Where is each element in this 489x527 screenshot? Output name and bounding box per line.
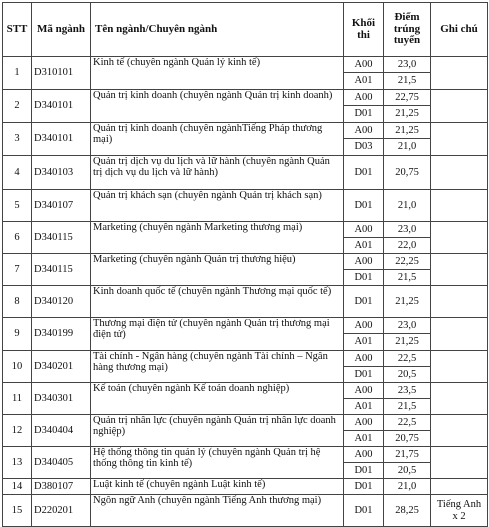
admission-scores-table — [2, 2, 488, 527]
major-code-cell: D340201 — [32, 351, 91, 383]
table-row — [3, 57, 488, 73]
table-row — [3, 447, 488, 463]
major-code-cell: D340103 — [32, 156, 91, 190]
exam-block-cell: D01 — [344, 463, 384, 479]
exam-block-cell: D01 — [344, 270, 384, 286]
exam-block-cell: D01 — [344, 156, 384, 190]
major-code-cell: D340101 — [32, 123, 91, 156]
major-code-cell: D340107 — [32, 190, 91, 222]
note-cell — [431, 222, 488, 254]
exam-block-cell: A00 — [344, 222, 384, 238]
exam-block-cell: A01 — [344, 334, 384, 351]
stt-cell: 7 — [3, 254, 32, 286]
stt-cell: 1 — [3, 57, 32, 90]
table-body — [3, 57, 488, 527]
note-cell — [431, 123, 488, 156]
cutoff-score-cell: 20,75 — [384, 431, 431, 447]
cutoff-score-cell: 21,0 — [384, 139, 431, 156]
major-name-cell: Kế toán (chuyên ngành Kế toán doanh nghiệp) — [91, 383, 344, 415]
stt-cell: 6 — [3, 222, 32, 254]
note-cell — [431, 447, 488, 479]
table-row — [3, 318, 488, 334]
note-cell: Tiếng Anh x 2 — [431, 495, 488, 527]
table-row — [3, 222, 488, 238]
cutoff-score-cell: 21,75 — [384, 447, 431, 463]
exam-block-cell: A00 — [344, 254, 384, 270]
exam-block-cell: A00 — [344, 447, 384, 463]
major-name-cell: Ngôn ngữ Anh (chuyên ngành Tiếng Anh thương mại) — [91, 495, 344, 527]
stt-cell: 12 — [3, 415, 32, 447]
exam-block-cell: A00 — [344, 90, 384, 106]
major-code-cell: D340199 — [32, 318, 91, 351]
major-name-cell: Quản trị nhân lực (chuyên ngành Quản trị nhân lực doanh nghiệp) — [91, 415, 344, 447]
major-name-cell: Hệ thống thông tin quản lý (chuyên ngành Quản trị hệ thống thông tin kinh tế) — [91, 447, 344, 479]
cutoff-score-cell: 20,5 — [384, 463, 431, 479]
table-row — [3, 351, 488, 367]
exam-block-cell: A01 — [344, 431, 384, 447]
major-name-cell: Marketing (chuyên ngành Quản trị thương hiệu) — [91, 254, 344, 286]
stt-cell: 4 — [3, 156, 32, 190]
cutoff-score-cell: 21,0 — [384, 190, 431, 222]
table-row — [3, 415, 488, 431]
stt-cell: 2 — [3, 90, 32, 123]
major-name-cell: Kinh tế (chuyên ngành Quản lý kinh tế) — [91, 57, 344, 90]
table-header — [3, 3, 488, 57]
header-note: Ghi chú — [431, 3, 488, 57]
note-cell — [431, 351, 488, 383]
header-stt: STT — [3, 3, 32, 57]
cutoff-score-cell: 22,0 — [384, 238, 431, 254]
cutoff-score-cell: 22,75 — [384, 90, 431, 106]
stt-cell: 11 — [3, 383, 32, 415]
exam-block-cell: A00 — [344, 318, 384, 334]
exam-block-cell: A01 — [344, 73, 384, 90]
major-code-cell: D340115 — [32, 254, 91, 286]
table-row — [3, 479, 488, 495]
major-code-cell: D340101 — [32, 90, 91, 123]
major-code-cell: D340405 — [32, 447, 91, 479]
note-cell — [431, 90, 488, 123]
major-name-cell: Tài chính - Ngân hàng (chuyên ngành Tài chính – Ngân hàng thương mại) — [91, 351, 344, 383]
note-cell — [431, 286, 488, 318]
major-name-cell: Luật kinh tế (chuyên ngành Luật kinh tế) — [91, 479, 344, 495]
exam-block-cell: D01 — [344, 495, 384, 527]
cutoff-score-cell: 21,5 — [384, 270, 431, 286]
major-code-cell: D340115 — [32, 222, 91, 254]
cutoff-score-cell: 21,0 — [384, 479, 431, 495]
table-row — [3, 190, 488, 222]
stt-cell: 13 — [3, 447, 32, 479]
major-code-cell: D340404 — [32, 415, 91, 447]
exam-block-cell: A01 — [344, 238, 384, 254]
cutoff-score-cell: 23,5 — [384, 383, 431, 399]
stt-cell: 3 — [3, 123, 32, 156]
stt-cell: 8 — [3, 286, 32, 318]
major-name-cell: Quản trị kinh doanh (chuyên ngành Quản trị kinh doanh) — [91, 90, 344, 123]
cutoff-score-cell: 21,25 — [384, 286, 431, 318]
cutoff-score-cell: 23,0 — [384, 222, 431, 238]
exam-block-cell: D01 — [344, 367, 384, 383]
cutoff-score-cell: 21,25 — [384, 123, 431, 139]
table-row — [3, 254, 488, 270]
table-row — [3, 156, 488, 190]
cutoff-score-cell: 22,25 — [384, 254, 431, 270]
exam-block-cell: D01 — [344, 479, 384, 495]
stt-cell: 15 — [3, 495, 32, 527]
major-code-cell: D380107 — [32, 479, 91, 495]
cutoff-score-cell: 21,25 — [384, 106, 431, 123]
note-cell — [431, 57, 488, 90]
exam-block-cell: A00 — [344, 57, 384, 73]
major-code-cell: D220201 — [32, 495, 91, 527]
header-name: Tên ngành/Chuyên ngành — [91, 3, 344, 57]
major-name-cell: Quản trị khách sạn (chuyên ngành Quản trị khách sạn) — [91, 190, 344, 222]
major-name-cell: Kinh doanh quốc tế (chuyên ngành Thương mại quốc tế) — [91, 286, 344, 318]
major-name-cell: Quản trị dịch vụ du lịch và lữ hành (chuyên ngành Quản trị dịch vụ du lịch và lữ hành) — [91, 156, 344, 190]
stt-cell: 10 — [3, 351, 32, 383]
note-cell — [431, 156, 488, 190]
header-block: Khối thi — [344, 3, 384, 57]
exam-block-cell: D01 — [344, 106, 384, 123]
note-cell — [431, 383, 488, 415]
cutoff-score-cell: 23,0 — [384, 318, 431, 334]
cutoff-score-cell: 21,5 — [384, 73, 431, 90]
cutoff-score-cell: 20,5 — [384, 367, 431, 383]
exam-block-cell: D03 — [344, 139, 384, 156]
cutoff-score-cell: 28,25 — [384, 495, 431, 527]
header-row — [3, 3, 488, 57]
cutoff-score-cell: 22,5 — [384, 351, 431, 367]
note-cell — [431, 318, 488, 351]
table-row — [3, 495, 488, 527]
major-code-cell: D340301 — [32, 383, 91, 415]
major-name-cell: Thương mại điện tử (chuyên ngành Quản trị thương mại điện tử) — [91, 318, 344, 351]
cutoff-score-cell: 20,75 — [384, 156, 431, 190]
header-score: Điểm trúng tuyển — [384, 3, 431, 57]
major-name-cell: Marketing (chuyên ngành Marketing thương mại) — [91, 222, 344, 254]
major-code-cell: D310101 — [32, 57, 91, 90]
header-code: Mã ngành — [32, 3, 91, 57]
table-row — [3, 90, 488, 106]
note-cell — [431, 190, 488, 222]
exam-block-cell: A00 — [344, 123, 384, 139]
cutoff-score-cell: 23,0 — [384, 57, 431, 73]
note-cell — [431, 415, 488, 447]
major-code-cell: D340120 — [32, 286, 91, 318]
exam-block-cell: A00 — [344, 383, 384, 399]
cutoff-score-cell: 21,5 — [384, 399, 431, 415]
stt-cell: 5 — [3, 190, 32, 222]
cutoff-score-cell: 22,5 — [384, 415, 431, 431]
exam-block-cell: A00 — [344, 415, 384, 431]
exam-block-cell: D01 — [344, 286, 384, 318]
exam-block-cell: A01 — [344, 399, 384, 415]
exam-block-cell: D01 — [344, 190, 384, 222]
cutoff-score-cell: 21,25 — [384, 334, 431, 351]
table-row — [3, 383, 488, 399]
note-cell — [431, 254, 488, 286]
table-row — [3, 123, 488, 139]
exam-block-cell: A00 — [344, 351, 384, 367]
stt-cell: 14 — [3, 479, 32, 495]
note-cell — [431, 479, 488, 495]
major-name-cell: Quản trị kinh doanh (chuyên ngànhTiếng Pháp thương mại) — [91, 123, 344, 156]
stt-cell: 9 — [3, 318, 32, 351]
table-row — [3, 286, 488, 318]
